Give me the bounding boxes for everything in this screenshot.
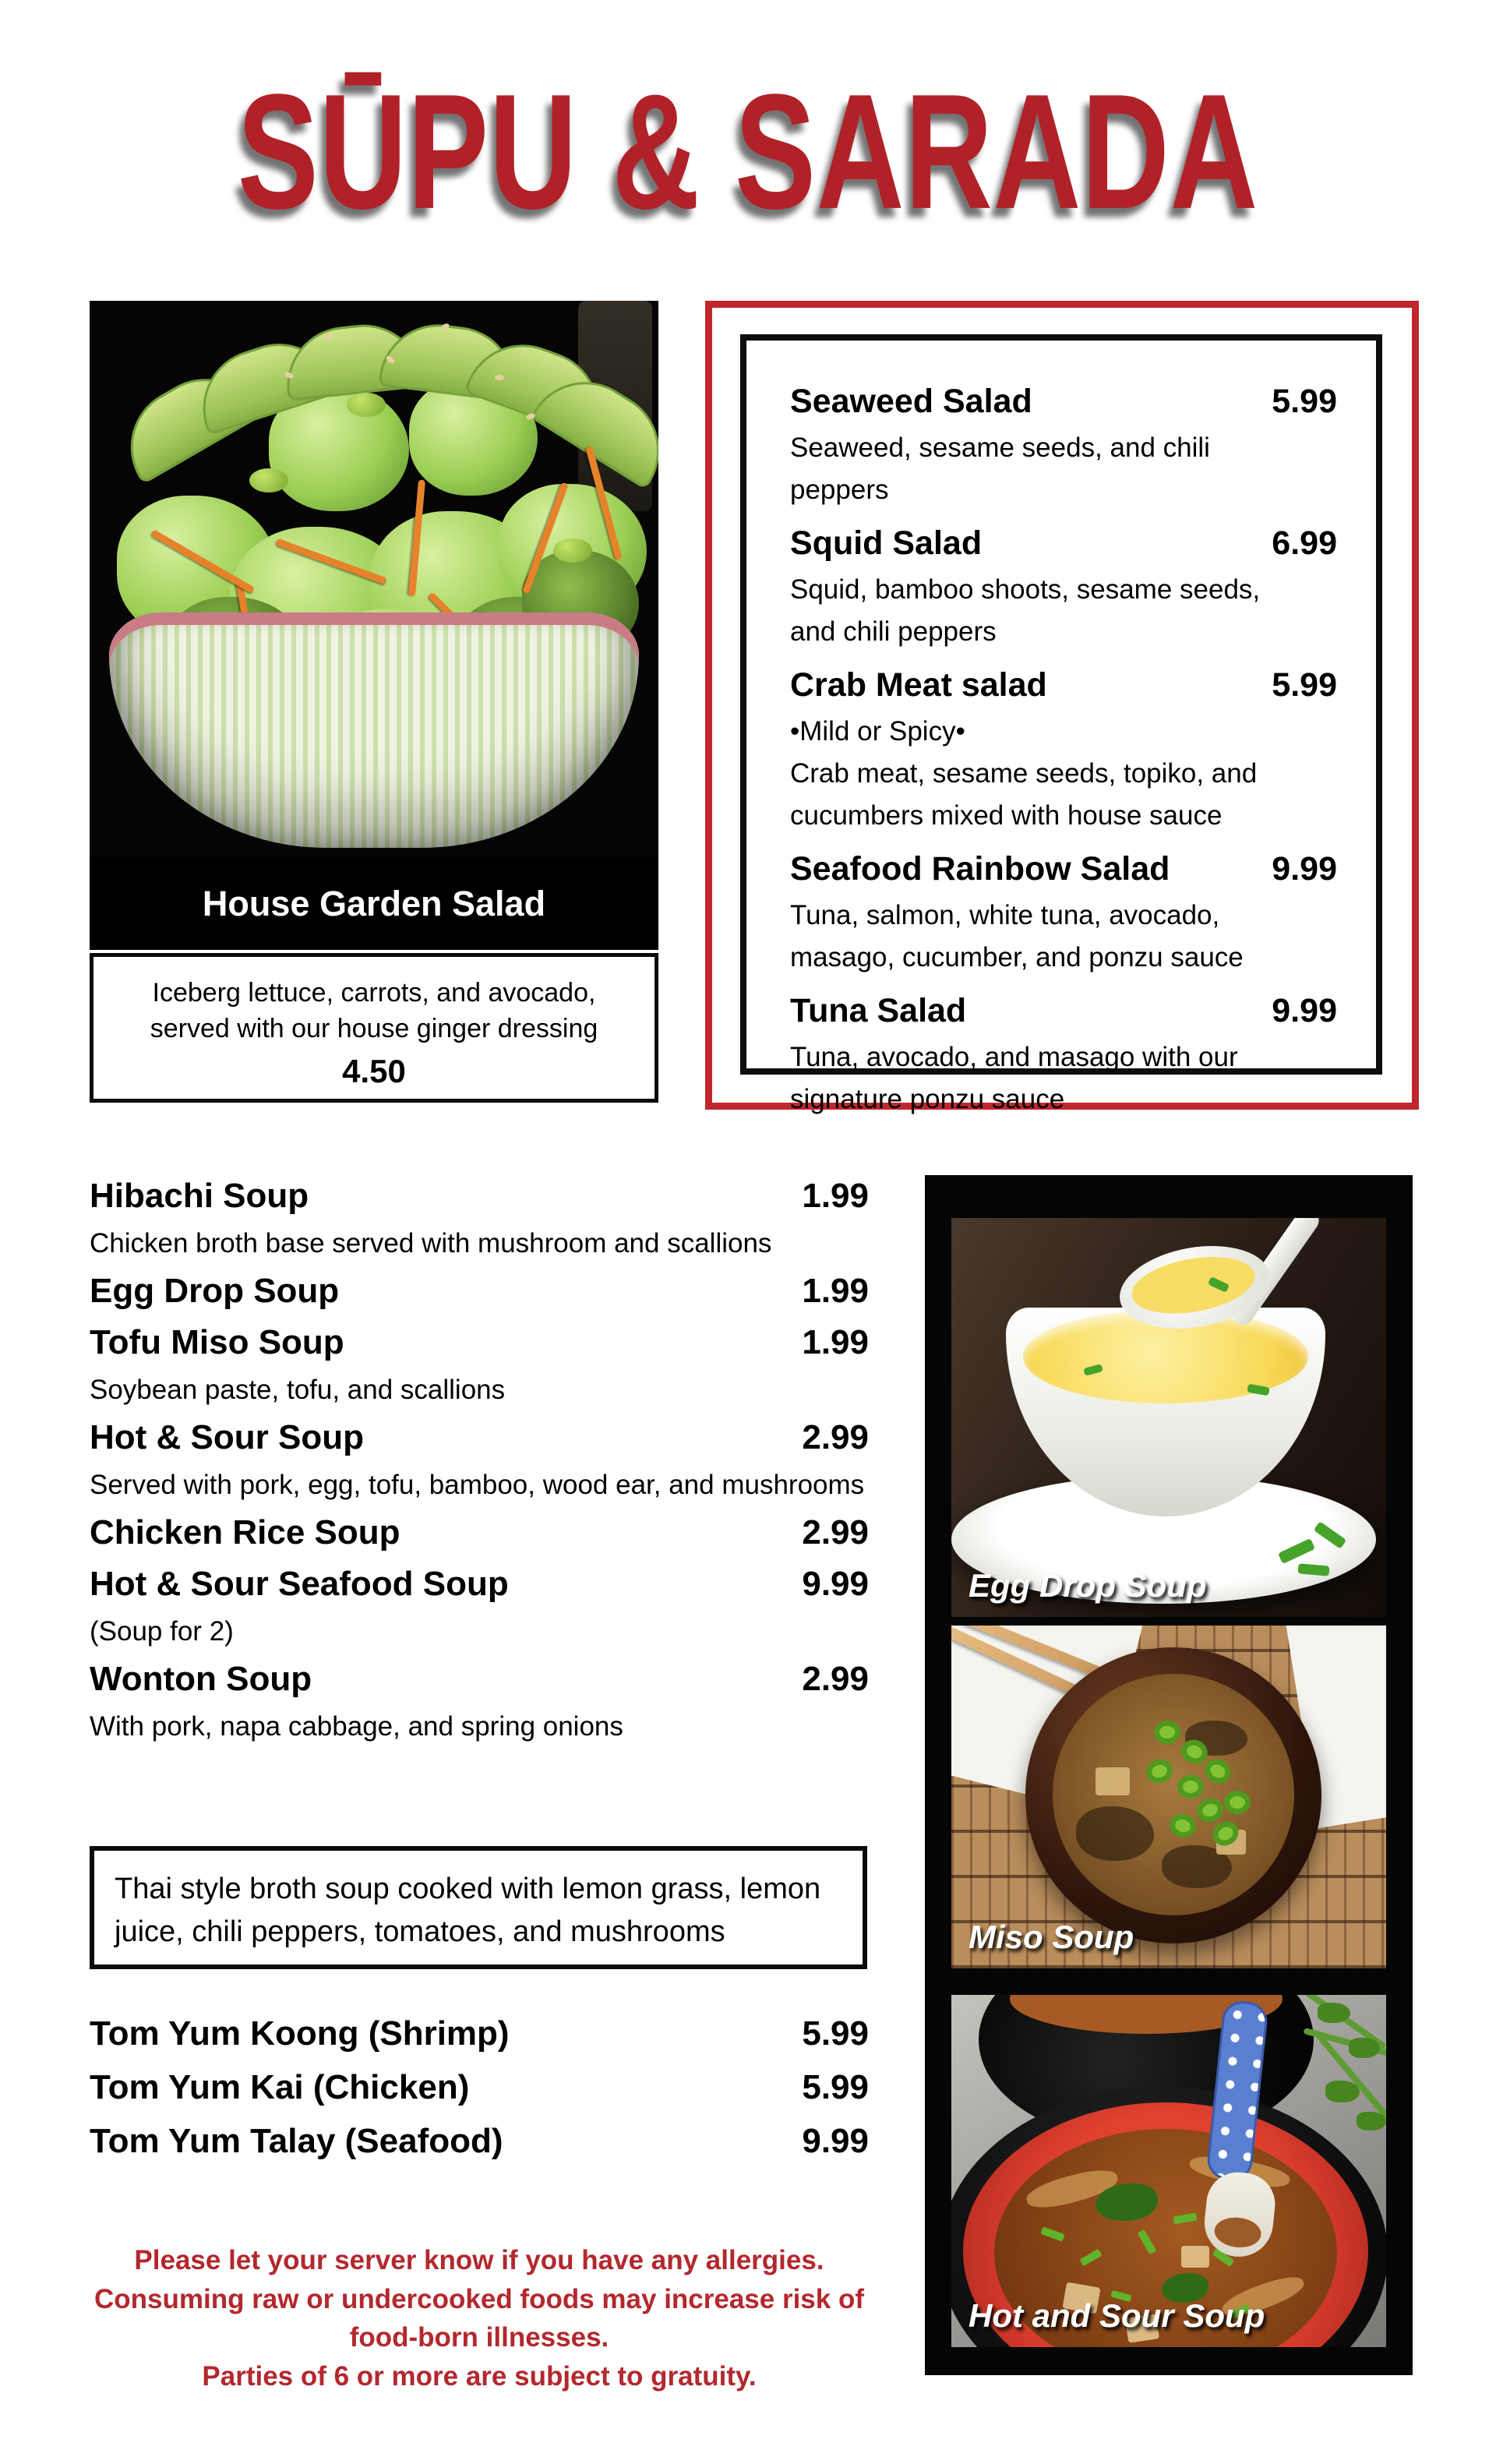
herb-leaf: [1357, 2112, 1386, 2130]
item-description: Tuna, avocado, and masago with our signature ponzu sauce: [790, 1041, 1238, 1114]
allergy-notice-line1: Please let your server know if you have any allergies.: [134, 2245, 824, 2275]
menu-item: [90, 1559, 869, 1654]
menu-item: [790, 376, 1337, 511]
item-price: 5.99: [802, 2068, 869, 2107]
house-salad-price: 4.50: [342, 1053, 406, 1090]
spoon-soup: [1213, 2215, 1263, 2250]
scallion-ring: [1177, 1775, 1204, 1799]
page-title-wrap: [0, 60, 1496, 244]
item-description: Soybean paste, tofu, and scallions: [90, 1375, 506, 1405]
tofu-cube: [1096, 1767, 1130, 1795]
house-salad-caption-band: [90, 857, 658, 950]
item-description: Chicken broth base served with mushroom and scallions: [90, 1228, 772, 1258]
item-price: 9.99: [802, 2122, 869, 2161]
tom-yum-intro-box: [90, 1846, 867, 1969]
menu-item-row: [790, 376, 1337, 427]
item-price: 9.99: [1272, 992, 1337, 1030]
allergy-notice-line3: food-born illnesses.: [349, 2322, 609, 2353]
item-price: 1.99: [802, 1272, 869, 1310]
menu-item: [90, 1317, 869, 1412]
menu-item: [90, 1654, 869, 1749]
menu-item-row: [790, 844, 1337, 895]
menu-item-row: [790, 986, 1337, 1036]
menu-item-row: [90, 1170, 869, 1222]
edamame-bean: [249, 468, 288, 492]
soup-photo-strip: [925, 1175, 1413, 2375]
egg-drop-soup-photo: [951, 1218, 1386, 1617]
menu-item: [90, 1412, 869, 1507]
miso-photo-caption: Miso Soup: [969, 1919, 1134, 1955]
scallion-ring: [1201, 1755, 1235, 1788]
item-name: Egg Drop Soup: [90, 1272, 340, 1310]
item-price: 5.99: [1272, 666, 1337, 704]
menu-item-row: [90, 1266, 869, 1317]
menu-item-row: [790, 518, 1337, 569]
item-description: Tuna, salmon, white tuna, avocado, masago, cucumber, and ponzu sauce: [790, 899, 1244, 973]
scallion-bit: [1138, 2229, 1157, 2255]
sesame-seed: [323, 334, 333, 339]
menu-item-row: [90, 1412, 869, 1463]
tofu-cube: [1181, 2246, 1209, 2268]
scallion-ring: [1224, 1791, 1251, 1814]
item-price: 2.99: [802, 1513, 869, 1551]
scallion-ring: [1167, 1811, 1199, 1841]
menu-item-row: [90, 2114, 869, 2168]
edamame-bean: [347, 393, 386, 417]
item-price: 9.99: [802, 1565, 869, 1603]
tom-yum-list: [90, 2007, 869, 2168]
scallion-ring: [1144, 1756, 1176, 1786]
item-name: Squid Salad: [790, 524, 983, 562]
house-salad-description-line2: served with our house ginger dressing: [150, 1013, 598, 1043]
hot-sour-photo-caption: Hot and Sour Soup: [969, 2297, 1265, 2334]
menu-item: [90, 1507, 869, 1559]
salad-menu-black-box: [740, 334, 1382, 1114]
scallion-ring: [1194, 1795, 1226, 1826]
item-description: Served with pork, egg, tofu, bamboo, wood ear, and mushrooms: [90, 1470, 865, 1500]
scallion-bit: [1173, 2212, 1197, 2224]
menu-item: [90, 1170, 869, 1266]
menu-item: [790, 986, 1337, 1121]
item-name: Tuna Salad: [790, 992, 967, 1030]
scallion-bit: [1079, 2249, 1102, 2267]
herb-leaf: [1349, 2038, 1380, 2058]
house-salad-caption: House Garden Salad: [202, 883, 546, 923]
item-price: 2.99: [802, 1660, 869, 1698]
item-name: Hibachi Soup: [90, 1177, 309, 1215]
item-name: Tom Yum Kai (Chicken): [90, 2068, 470, 2107]
item-price: 2.99: [802, 1418, 869, 1456]
house-garden-salad-photo: [90, 301, 658, 857]
wakame-piece: [1076, 1806, 1154, 1861]
soup-list: [90, 1170, 869, 1749]
item-name: Chicken Rice Soup: [90, 1513, 400, 1551]
item-name: Tom Yum Koong (Shrimp): [90, 2014, 510, 2053]
miso-soup-photo: [951, 1626, 1386, 1968]
allergy-notice: [90, 2241, 869, 2396]
menu-item-row: [90, 1559, 869, 1610]
scallion-bit: [1040, 2226, 1065, 2242]
egg-drop-photo-caption: Egg Drop Soup: [969, 1567, 1207, 1604]
item-name: Crab Meat salad: [790, 666, 1047, 704]
item-name: Seaweed Salad: [790, 383, 1032, 420]
house-salad-description-line1: Iceberg lettuce, carrots, and avocado,: [152, 978, 596, 1008]
menu-item-row: [90, 1654, 869, 1705]
item-price: 5.99: [1272, 383, 1337, 420]
sesame-seed: [495, 375, 504, 380]
item-note: (Soup for 2): [90, 1616, 234, 1647]
item-description: Crab meat, sesame seeds, topiko, and cucumbers mixed with house sauce: [790, 757, 1258, 831]
miso-broth: [1053, 1674, 1294, 1915]
menu-item-row: [790, 660, 1337, 711]
menu-item: [790, 660, 1337, 837]
menu-item-row: [90, 1317, 869, 1368]
item-name: Wonton Soup: [90, 1660, 312, 1698]
herb-leaf: [1325, 2081, 1360, 2102]
menu-item-row: [90, 2060, 869, 2114]
item-name: Tom Yum Talay (Seafood): [90, 2122, 503, 2161]
item-description: Squid, bamboo shoots, sesame seeds, and chili peppers: [790, 574, 1261, 647]
edamame-bean: [553, 538, 592, 563]
spoon-soup: [1127, 1248, 1259, 1322]
salad-bowl: [109, 612, 639, 848]
item-note: •Mild or Spicy•: [790, 715, 965, 747]
item-name: Hot & Sour Soup: [90, 1418, 364, 1456]
page-title: SŪPU & SARADA: [237, 60, 1259, 244]
menu-item: [790, 844, 1337, 979]
menu-item: [790, 518, 1337, 653]
item-name: Seafood Rainbow Salad: [790, 850, 1170, 888]
tom-yum-intro-text: Thai style broth soup cooked with lemon grass, lemon juice, chili peppers, tomatoes, and mushrooms: [115, 1873, 821, 1949]
menu-item-row: [90, 1507, 869, 1559]
item-price: 5.99: [802, 2014, 869, 2053]
item-name: Hot & Sour Seafood Soup: [90, 1565, 509, 1603]
item-description: Seaweed, sesame seeds, and chili peppers: [790, 432, 1210, 505]
allergy-notice-line2: Consuming raw or undercooked foods may increase risk of: [94, 2283, 864, 2314]
item-price: 1.99: [802, 1323, 869, 1361]
menu-item-row: [90, 2007, 869, 2060]
item-price: 9.99: [1272, 850, 1337, 888]
herb-leaf: [1318, 2003, 1350, 2023]
hot-and-sour-soup-photo: [951, 1995, 1386, 2347]
item-name: Tofu Miso Soup: [90, 1323, 344, 1361]
item-description: With pork, napa cabbage, and spring onions: [90, 1711, 623, 1742]
menu-item: [90, 1266, 869, 1317]
house-garden-salad-photo-block: [90, 301, 658, 950]
allergy-notice-line4: Parties of 6 or more are subject to gratuity.: [202, 2361, 757, 2392]
item-price: 6.99: [1272, 524, 1337, 562]
scallion-ring: [1154, 1721, 1180, 1744]
house-salad-description-box: [90, 953, 658, 1103]
salad-menu-red-box: [705, 301, 1419, 1114]
item-price: 1.99: [802, 1177, 869, 1215]
